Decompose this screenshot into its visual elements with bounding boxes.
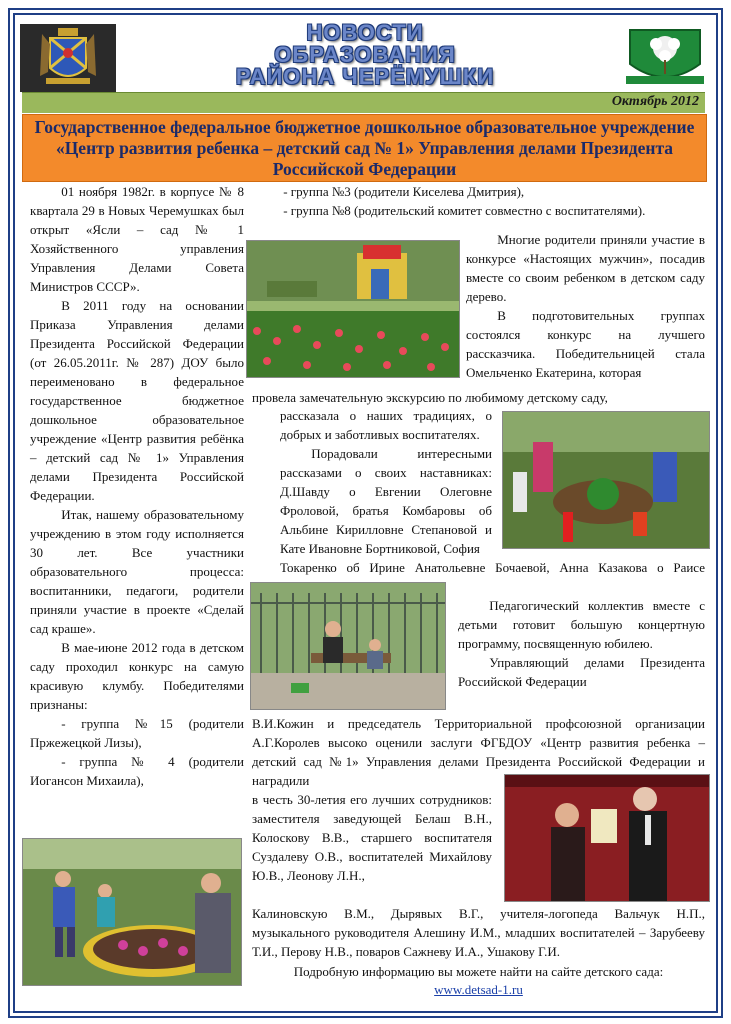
column-2-concert-text xyxy=(458,596,705,691)
paragraph-contest: В мае-июне 2012 года в детском саду проходил конкурс на самую красивую клумбу. Победителями признаны: xyxy=(30,640,244,712)
paragraph-concert: Педагогический коллектив вместе с детьми готовит большую концертную программу, посвященную юбилею. xyxy=(458,598,705,651)
paragraph-real-men: Многие родители приняли участие в конкурсе «Настоящих мужчин», посадив вместе со своим ребенком в детском саду дерево. xyxy=(466,232,705,304)
footer-info: Подробную информацию вы можете найти на сайте детского сада: xyxy=(293,964,664,979)
date-bar xyxy=(22,92,705,113)
photo-kids-planting xyxy=(502,411,710,549)
winner-group-4: - группа № 4 (родители Иогансон Михаила), xyxy=(30,754,244,788)
column-2-right-text xyxy=(466,230,705,382)
paragraph-traditions: рассказала о наших традициях, о добрых и заботливых воспитателях. xyxy=(280,408,492,442)
paragraph-storyteller-cont: провела замечательную экскурсию по любимому детскому саду, xyxy=(252,390,608,405)
site-link[interactable]: www.detsad-1.ru xyxy=(434,982,523,997)
storyteller-continuation xyxy=(252,388,705,407)
paragraph-history: 01 ноября 1982г. в корпусе № 8 квартала 29 в Новых Черемушках был открыт «Ясли – сад № 1 Хозяйственного управления Управления Делами Совета Министров СССР». xyxy=(30,184,244,294)
masthead xyxy=(185,22,545,88)
paragraph-award: В.И.Кожин и председатель Территориальной профсоюзной организации А.Г.Королев высоко оценили заслуги ФГБДОУ «Центр развития ребенка – детский сад №1» Управления делами Президента Российской Федерации и наградили xyxy=(252,716,705,788)
headline-title: Государственное федеральное бюджетное дошкольное образовательное учреждение «Центр развития ребенка – детский сад № 1» Управления делами Президента Российской Федерации xyxy=(34,117,695,179)
photo-playground-tulips xyxy=(246,240,460,378)
district-coat-of-arms-icon xyxy=(20,24,116,92)
masthead-line-1: НОВОСТИ xyxy=(306,20,424,45)
paragraph-storyteller: В подготовительных группах состоялся конкурс на лучшего рассказчика. Победительницей стала Омельченко Екатерина, которая xyxy=(466,308,705,380)
paragraph-award-intro: Управляющий делами Президента Российской Федерации xyxy=(458,655,705,689)
paragraph-rename: В 2011 году на основании Приказа Управления делами Президента Российской Федерации (от 26.05.2011г. № 287) ДОУ было переименовано в федеральное государственное бюджетное дошкольное образовательное учреждение «Центр развития ребёнка – детский сад № 1» Управления делами Президента Российской Федерации. xyxy=(30,298,244,503)
paragraph-award-cont: Калиновскую В.М., Дырявых В.Г., учителя-логопеда Вальчук Н.П., музыкального руководителя Алешину И.М., младших воспитателей – Зарубееву Т.И., Перову Н.В., поваров Сажневу И.А., Ушакову Г.И. xyxy=(252,906,705,959)
paragraph-mentors-cont: Токаренко об Ирине Анатольевне Бочаевой, Анна Казакова о Раисе xyxy=(280,560,705,575)
winner-group-3: - группа №3 (родители Киселева Дмитрия), xyxy=(283,184,525,199)
winner-group-15: - группа №15 (родители Пржежецкой Лизы), xyxy=(30,716,244,750)
photo-kids-flowerbed xyxy=(22,838,242,986)
paragraph-mentors: Порадовали интересными рассказами о своих наставниках: Д.Шавду о Евгении Олеговне Фроловой, братья Комбаровы об Альбине Кирилловне Степановой и Кате Ивановне Бортниковой, София xyxy=(280,446,492,556)
column-1-text xyxy=(30,182,244,790)
cheryomushki-emblem-icon xyxy=(620,24,710,92)
masthead-line-2: ОБРАЗОВАНИЯ xyxy=(274,42,456,67)
paragraph-anniversary: Итак, нашему образовательному учреждению в этом году исполняется 30 лет. Все участники образовательного процесса: воспитанники, педагоги, родители приняли участие в проекте «Сделай сад краше». xyxy=(30,507,244,636)
photo-award-ceremony xyxy=(504,774,710,902)
masthead-line-3: РАЙОНА ЧЕРЁМУШКИ xyxy=(235,64,495,89)
paragraph-award-employees: в честь 30-летия его лучших сотрудников: заместителя заведующей Белаш В.Н., Колоскову В.В., старшего воспитателя Суздалеву О.В., воспитателей Михайлову Ю.В., Леонову Л.Н., xyxy=(252,792,492,883)
column-2-middle-text xyxy=(280,406,492,558)
issue-date: Октябрь 2012 xyxy=(611,94,699,109)
column-2-top-text xyxy=(252,182,705,220)
photo-bench-fence xyxy=(250,582,446,710)
award-employees-text xyxy=(252,790,492,885)
headline-banner xyxy=(22,114,707,182)
winner-group-8: - группа №8 (родительский комитет совместно с воспитателями). xyxy=(283,203,646,218)
award-continuation xyxy=(252,904,705,961)
